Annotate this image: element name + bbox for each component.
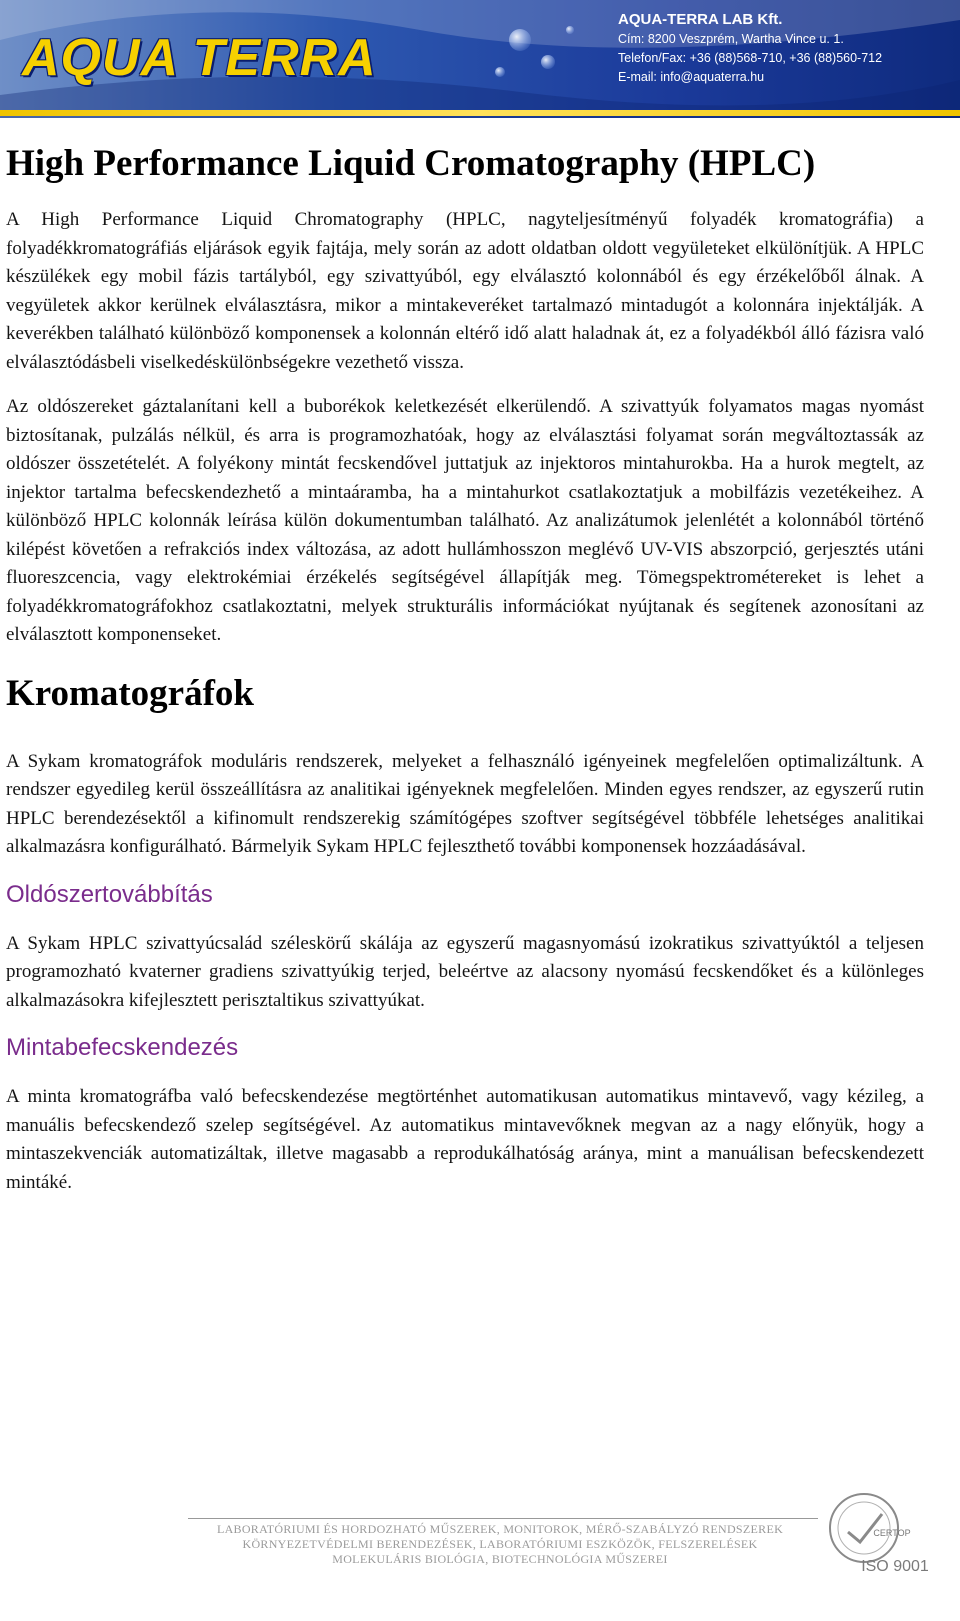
logo-text: AQUA TERRA xyxy=(22,29,377,87)
subsection-title-sample-injection: Mintabefecskendezés xyxy=(6,1034,239,1061)
company-logo xyxy=(22,28,377,88)
intro-paragraph-1: A High Performance Liquid Chromatography (HPLC, nagyteljesítményű folyadék kromatográfia) a folyadékkromatográfiás eljárások egyik fajtája, mely során az adott oldatban oldott vegyületeket elkülönítjük. A HPLC készülékek egy mobil fázis tartályból, egy szivattyúból, egy elválasztó kolonnából és egy érzékelőből álnak. A vegyületek akkor kerülnek elválasztásra, mikor a mintakeveréket tartalmazó mintadugót a kolonnára injektálják. A keverékben található különböző komponensek a kolonnán eltérő idő alatt haladnak át, ez a folyadékból álló fázisra való elválasztódásbeli viselkedéskülönbségekre vezethető vissza. xyxy=(6,209,924,373)
footer-services xyxy=(180,1522,820,1567)
page-title: High Performance Liquid Cromatography (HPLC) xyxy=(6,143,816,184)
footer-line-2: KÖRNYEZETVÉDELMI BERENDEZÉSEK, LABORATÓRIUMI ESZKÖZÖK, FELSZERELÉSEK xyxy=(242,1537,758,1551)
footer-rule xyxy=(188,1518,818,1519)
footer-line-3: MOLEKULÁRIS BIOLÓGIA, BIOTECHNOLÓGIA MŰSZEREI xyxy=(332,1552,668,1566)
intro-paragraph-2: Az oldószereket gáztalanítani kell a buborékok keletkezését elkerülendő. A szivattyúk folyamatos magas nyomást biztosítanak, pulzálás nélkül, és arra is programozhatóak, hogy az elválasztási folyamat során megváltoztassák az oldószer összetételét. A folyékony mintát fecskendővel juttatjuk az injektoros mintahurokba. Ha a hurok megtelt, az injektor tartalma befecskendezhető a mintaáramba, ha a mintahurkot csatlakoztatjuk a mobilfázis vezetékeihez. A különböző HPLC kolonnák leírása külön dokumentumban található. Az analizátumok jelenlétét a kolonnából történő kilépést követően a refrakciós index változása, az adott hullámhosszon meglévő UV-VIS abszorpció, gerjesztés utáni fluoreszcencia, vagy elektrokémiai érzékelés segítségével állapítják meg. Tömegspektrométereket is lehet a folyadékkromatográfokhoz csatlakoztatni, melyek strukturális információkat nyújtanak és segítenek azonosítani az elválasztott komponenseket. xyxy=(6,396,924,645)
contact-block xyxy=(618,10,948,87)
cert-label: CERTOP xyxy=(873,1528,911,1538)
company-phone: Telefon/Fax: +36 (88)568-710, +36 (88)560-712 xyxy=(618,51,883,65)
header-gold-rule xyxy=(0,110,960,116)
company-email[interactable]: E-mail: info@aquaterra.hu xyxy=(618,70,765,84)
header-banner xyxy=(0,0,960,118)
section-title: Kromatográfok xyxy=(6,672,254,714)
iso-badge: ISO 9001 xyxy=(861,1558,929,1575)
subsection-paragraph-solvent-delivery: A Sykam HPLC szivattyúcsalád széleskörű skálája az egyszerű magasnyomású izokratikus szivattyúktól a teljesen programozható kvaterner gradiens szivattyúkig terjed, beleértve az alacsony nyomású fecskendőket és a különleges alkalmazásokra kifejlesztett perisztaltikus szivattyúkat. xyxy=(6,932,924,1011)
company-name: AQUA-TERRA LAB Kft. xyxy=(618,11,783,28)
company-address: Cím: 8200 Veszprém, Wartha Vince u. 1. xyxy=(618,32,844,46)
section-paragraph: A Sykam kromatográfok moduláris rendszerek, melyeket a felhasználó igényeinek megfelelően optimalizáltunk. A rendszer egyedileg kerül összeállításra az analitikai igényeknek megfelelően. Minden egyes rendszer, az egyszerű rutin HPLC berendezésektől a kifinomult rendszerekig számítógépes szoftver segítségével többféle lehetséges analitikai alkalmazásra konfigurálható. Bármelyik Sykam HPLC fejleszthető további komponensek hozzáadásával. xyxy=(6,750,924,857)
footer-line-1: LABORATÓRIUMI ÉS HORDOZHATÓ MŰSZEREK, MONITOROK, MÉRŐ-SZABÁLYZÓ RENDSZEREK xyxy=(216,1522,784,1536)
subsection-paragraph-sample-injection: A minta kromatográfba való befecskendezése megtörténhet automatikusan automatikus mintavevő, vagy kézileg, a manuális befecskendező szelep segítségével. Az automatikus mintavevőknek megvan az a nagy előnyük, hogy a mintaszekvenciák automatizáltak, illetve magasabb a reprodukálhatóság aránya, mint a manuálisan befecskendezett mintáké. xyxy=(6,1086,924,1193)
document-body xyxy=(6,140,924,1213)
subsection-title-solvent-delivery: Oldószertovábbítás xyxy=(6,880,213,908)
